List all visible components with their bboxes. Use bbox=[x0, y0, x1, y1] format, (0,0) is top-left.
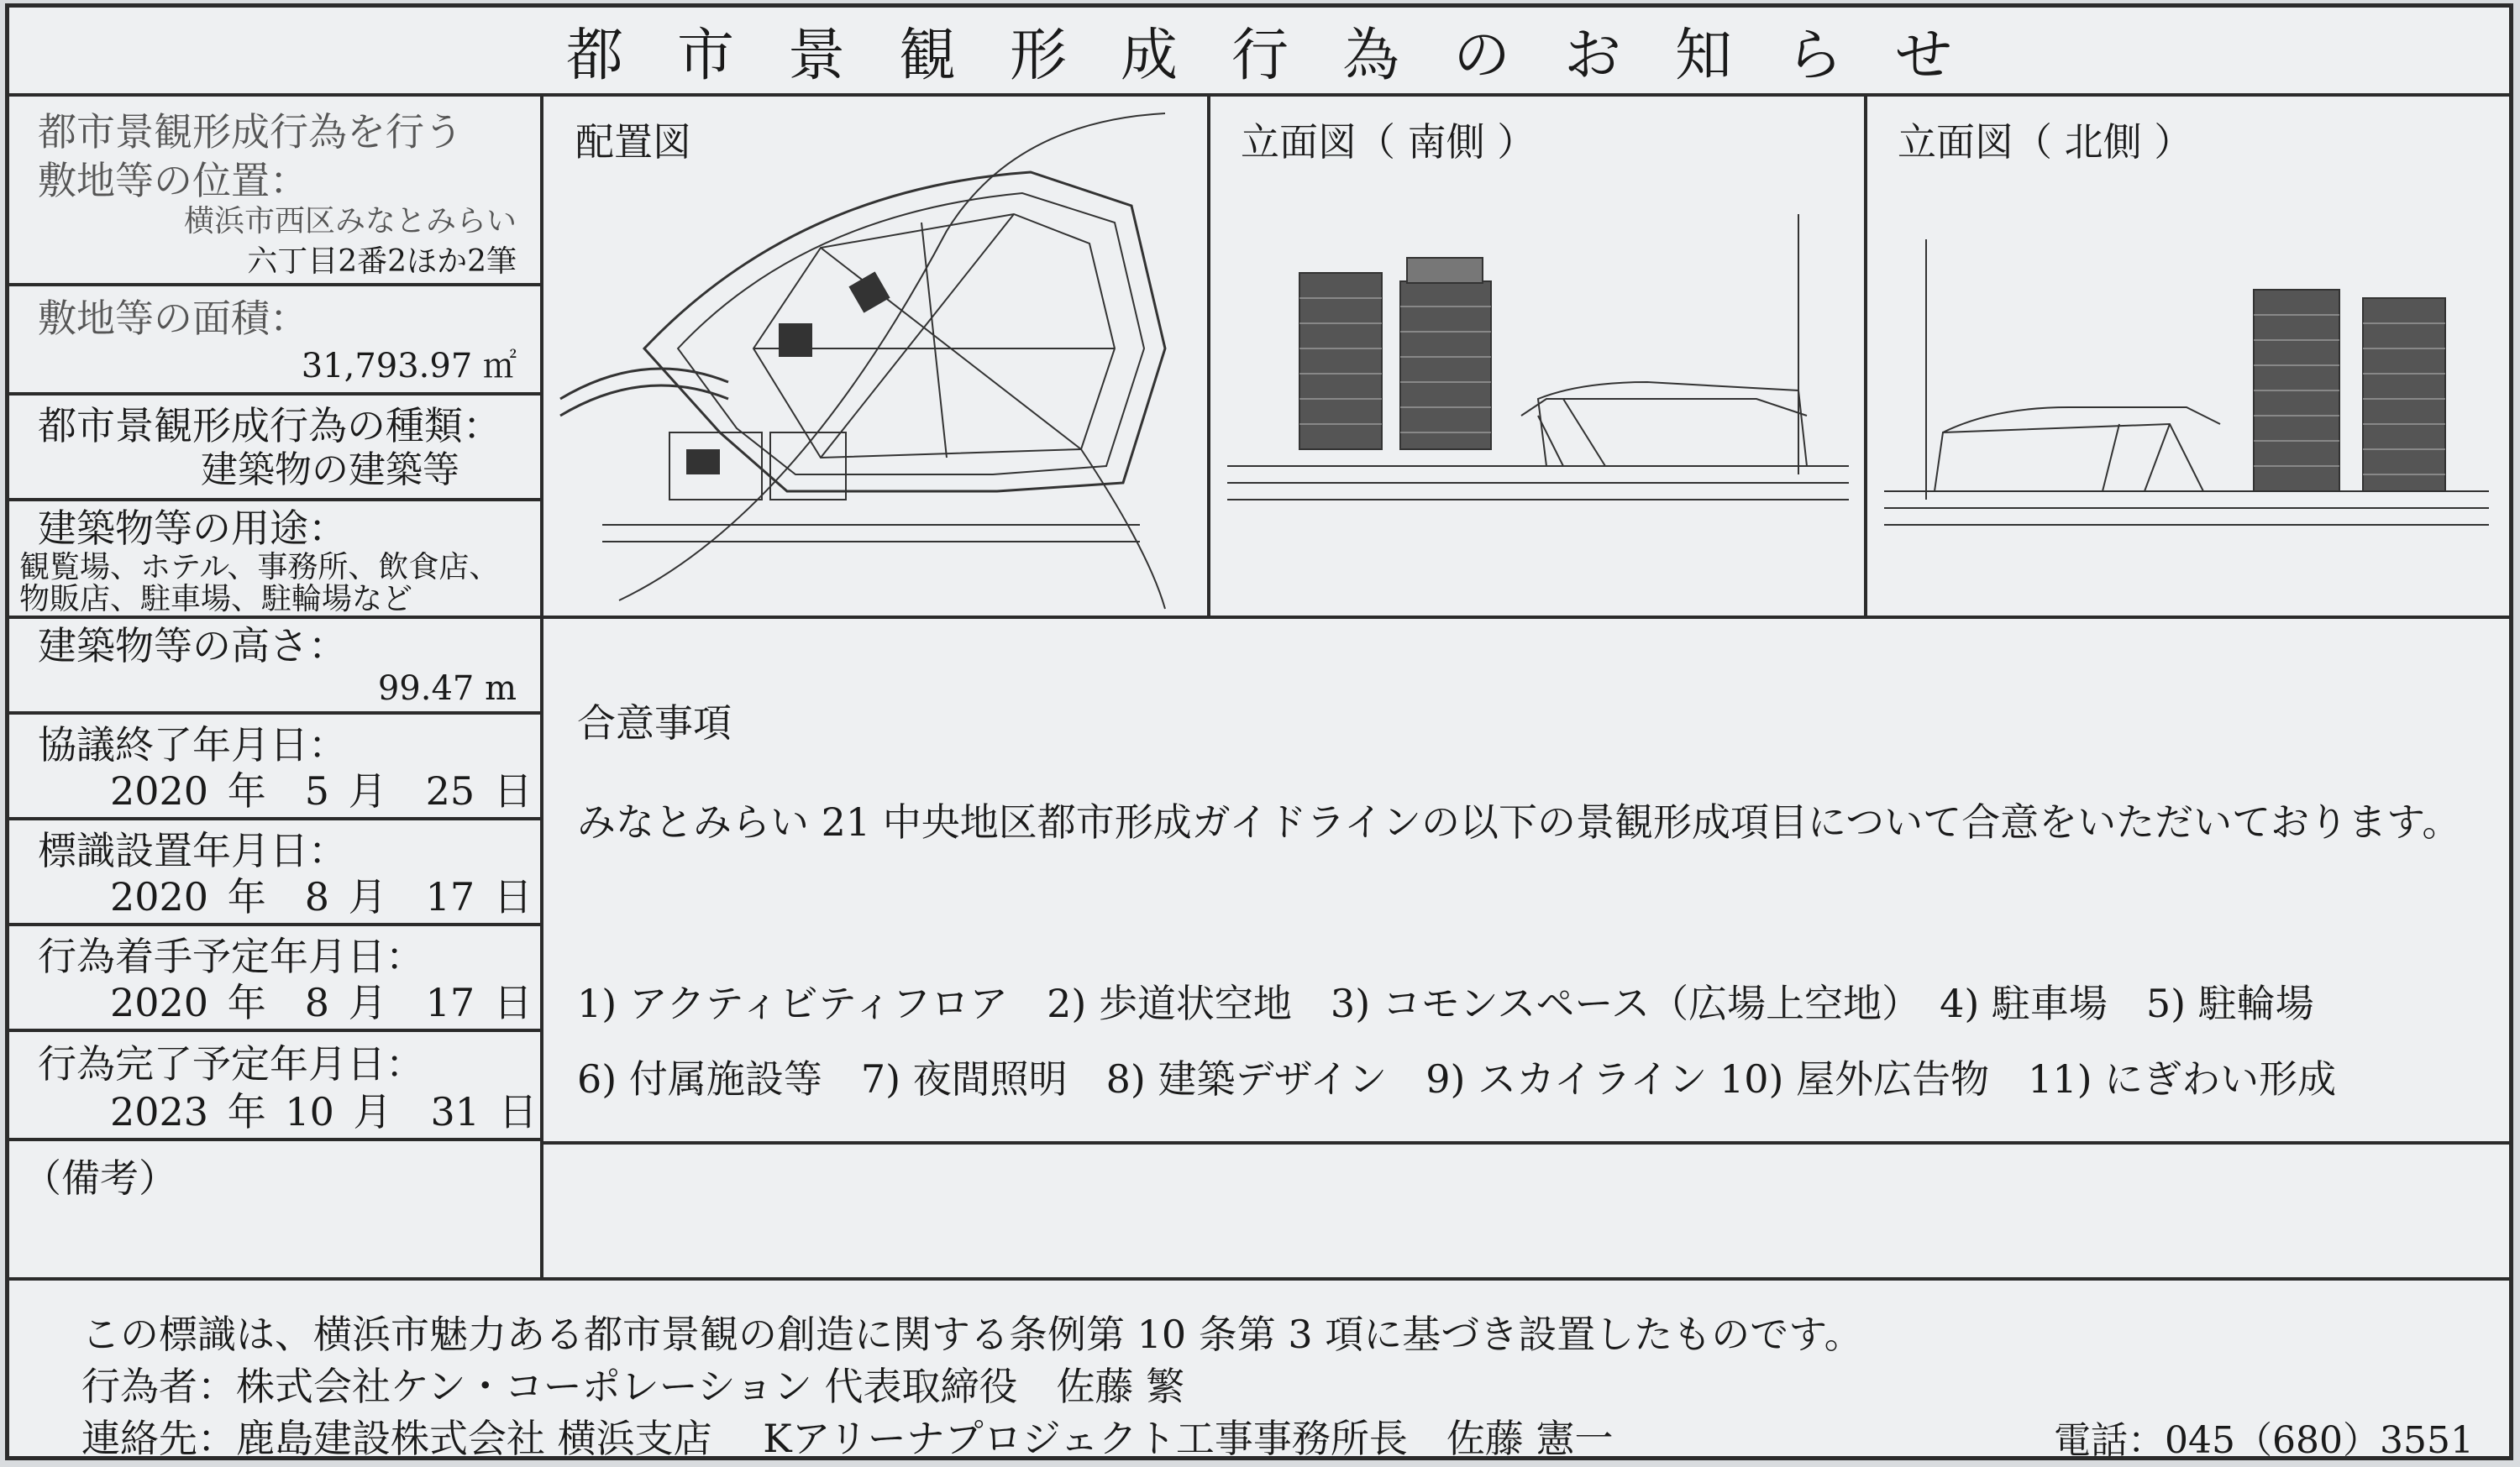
agreement-items-line2: 6) 付属施設等 7) 夜間照明 8) 建築デザイン 9) スカイライン 10) 屋外広告物 11) にぎわい形成 bbox=[577, 1056, 2337, 1102]
agreement-heading: 合意事項 bbox=[577, 700, 732, 746]
area-value: 31,793.97 ㎡ bbox=[301, 347, 517, 385]
agreement-text: みなとみらい 21 中央地区都市形成ガイドラインの以下の景観形成項目について合意をいただいております。 bbox=[577, 799, 2461, 845]
usage-label: 建築物等の用途： bbox=[38, 506, 347, 551]
date-value: 2020 年 5 月 25 日 bbox=[110, 768, 533, 814]
ordinance-text: この標識は、横浜市魅力ある都市景観の創造に関する条例第 10 条第 3 項に基づき設置したものです。 bbox=[81, 1312, 1863, 1357]
usage-value-1: 観覧場、ホテル、事務所、飲食店、 bbox=[19, 550, 500, 584]
notice-board bbox=[5, 3, 2513, 1460]
area-label: 敷地等の面積： bbox=[38, 296, 308, 341]
date-label: 協議終了年月日： bbox=[38, 722, 347, 768]
remarks-cell bbox=[9, 1141, 543, 1277]
location-label-2: 敷地等の位置： bbox=[38, 158, 308, 203]
north-elevation-panel bbox=[1867, 97, 2509, 619]
date-value: 2020 年 8 月 17 日 bbox=[110, 980, 533, 1025]
date-row bbox=[9, 1032, 543, 1141]
site-plan-panel bbox=[543, 97, 1210, 619]
remarks-label: （備考） bbox=[23, 1155, 177, 1201]
date-row bbox=[9, 820, 543, 926]
date-row bbox=[9, 715, 543, 820]
divider bbox=[543, 1141, 2509, 1145]
area-cell bbox=[9, 286, 543, 396]
site-plan-title: 配置図 bbox=[575, 119, 691, 165]
date-label: 行為着手予定年月日： bbox=[38, 934, 424, 979]
usage-value-2: 物販店、駐車場、駐輪場など bbox=[19, 582, 413, 616]
type-value: 建築物の建築等 bbox=[201, 448, 459, 491]
north-elevation-drawing bbox=[1867, 97, 2506, 616]
height-value: 99.47 m bbox=[377, 669, 517, 708]
south-elevation-title: 立面図（ 南側 ） bbox=[1241, 119, 1536, 165]
location-label-1: 都市景観形成行為を行う bbox=[38, 109, 463, 155]
actor-text: 行為者：株式会社ケン・コーポレーション 代表取締役 佐藤 繁 bbox=[81, 1364, 1185, 1409]
location-value-2: 六丁目2番2ほか2筆 bbox=[247, 244, 517, 279]
height-label: 建築物等の高さ： bbox=[38, 623, 347, 668]
height-cell bbox=[9, 619, 543, 715]
location-cell bbox=[9, 97, 543, 286]
location-value-1: 横浜市西区みなとみらい bbox=[183, 204, 517, 238]
date-label: 行為完了予定年月日： bbox=[38, 1041, 424, 1087]
date-value: 2023 年 10 月 31 日 bbox=[110, 1089, 538, 1134]
agreement-items-line1: 1) アクティビティフロア 2) 歩道状空地 3) コモンスペース（広場上空地） 4) 駐車場 5) 駐輪場 bbox=[577, 981, 2314, 1026]
page-title: 都市景観形成行為のお知らせ bbox=[9, 8, 2509, 97]
contact-text: 連絡先：鹿島建設株式会社 横浜支店 Kアリーナプロジェクト工事事務所長 佐藤 憲一 bbox=[81, 1416, 1614, 1461]
type-cell bbox=[9, 396, 543, 501]
south-elevation-drawing bbox=[1210, 97, 1864, 616]
date-label: 標識設置年月日： bbox=[38, 828, 347, 873]
north-elevation-title: 立面図（ 北側 ） bbox=[1898, 119, 2193, 165]
phone-number: 電話：045（680）3551 bbox=[2054, 1419, 2474, 1462]
date-value: 2020 年 8 月 17 日 bbox=[110, 874, 533, 919]
type-label: 都市景観形成行為の種類： bbox=[38, 403, 501, 448]
site-plan-drawing bbox=[543, 97, 1207, 616]
south-elevation-panel bbox=[1210, 97, 1867, 619]
date-row bbox=[9, 926, 543, 1032]
footer-section bbox=[9, 1277, 2509, 1462]
usage-cell bbox=[9, 501, 543, 619]
